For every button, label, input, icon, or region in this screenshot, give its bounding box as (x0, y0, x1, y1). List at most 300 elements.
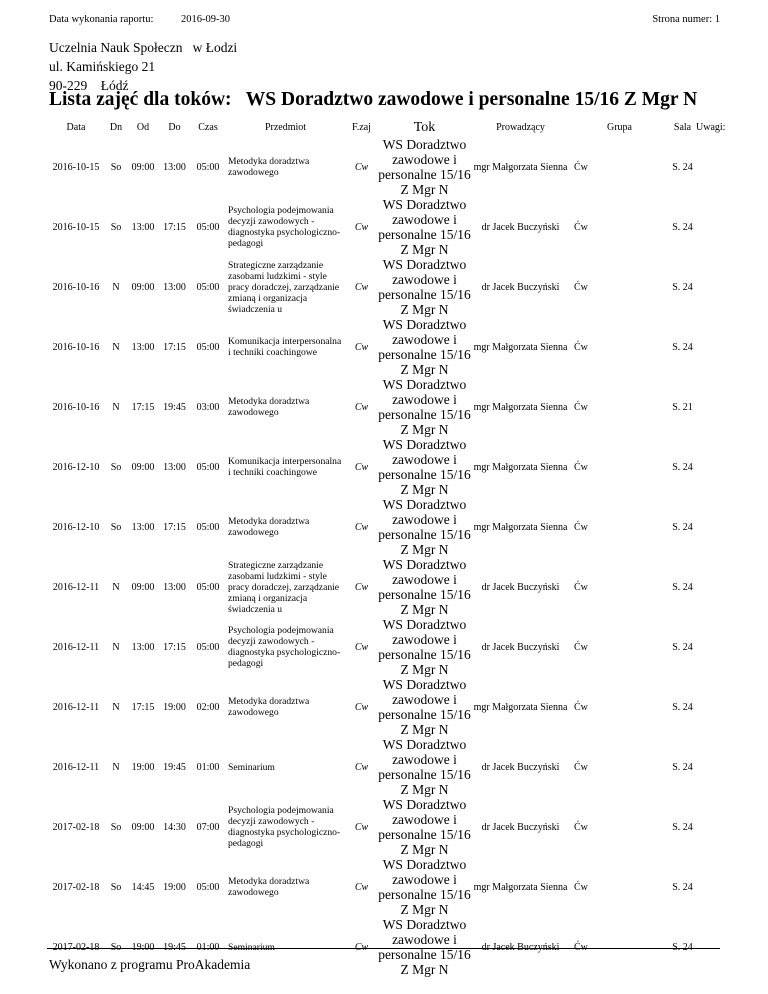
cell-duration (190, 437, 226, 497)
cell-teacher-text: dr Jacek Buczyński (481, 641, 560, 653)
cell-end-text: 19:45 (163, 761, 186, 773)
cell-date-text: 2016-12-10 (52, 521, 100, 533)
cell-start (127, 737, 159, 797)
cell-date-text: 2016-12-10 (52, 461, 100, 473)
cell-form-text: Cw (354, 641, 369, 653)
cell-duration (190, 317, 226, 377)
cell-duration (190, 197, 226, 257)
cell-day (105, 557, 127, 617)
cell-teacher (471, 497, 570, 557)
cell-room-text: S. 24 (672, 581, 693, 593)
cell-day-text: N (112, 701, 120, 713)
cell-duration (190, 737, 226, 797)
cell-subject-text: Komunikacja interpersonalna i techniki coachingowe (228, 456, 342, 478)
cell-day (105, 317, 127, 377)
cell-teacher-text: dr Jacek Buczyński (481, 581, 560, 593)
cell-notes (696, 317, 725, 377)
cell-notes (696, 617, 725, 677)
cell-duration-text: 05:00 (196, 461, 220, 473)
cell-form-text: Cw (354, 161, 369, 173)
cell-end (159, 617, 190, 677)
cell-room-text: S. 21 (672, 401, 693, 413)
cell-teacher-text: mgr Małgorzata Sienna (473, 401, 568, 413)
cell-date (47, 857, 105, 917)
cell-group-text: Ćw (574, 161, 588, 173)
cell-form-text: Cw (354, 701, 369, 713)
cell-end-text: 14:30 (163, 821, 186, 833)
cell-date (47, 617, 105, 677)
cell-room-text: S. 24 (672, 821, 693, 833)
cell-notes (696, 797, 725, 857)
cell-form (345, 737, 378, 797)
cell-end-text: 13:00 (163, 461, 186, 473)
cell-day (105, 677, 127, 737)
cell-day-text: So (110, 461, 122, 473)
cell-end-text: 13:00 (163, 161, 186, 173)
cell-duration (190, 557, 226, 617)
cell-day (105, 497, 127, 557)
cell-start (127, 137, 159, 197)
cell-room (669, 797, 696, 857)
cell-subject-text: Komunikacja interpersonalna i techniki coachingowe (228, 336, 342, 358)
col-header-przedmiot: Przedmiot (264, 122, 307, 133)
cell-duration-text: 05:00 (196, 161, 220, 173)
cell-tok-text: WS Doradztwo zawodowe i personalne 15/16 Z Mgr N (378, 497, 471, 557)
cell-end-text: 13:00 (163, 581, 186, 593)
cell-day-text: So (110, 221, 122, 233)
cell-subject-text: Psychologia podejmowania decyzji zawodowych - diagnostyka psychologiczno-pedagogi (228, 205, 341, 249)
cell-end-text: 19:00 (163, 701, 186, 713)
cell-room (669, 317, 696, 377)
cell-form (345, 497, 378, 557)
cell-room-text: S. 24 (672, 881, 693, 893)
cell-group (570, 377, 669, 437)
cell-tok (378, 437, 471, 497)
cell-start-text: 13:00 (131, 221, 155, 233)
cell-teacher-text: mgr Małgorzata Sienna (473, 521, 568, 533)
cell-room (669, 257, 696, 317)
cell-room (669, 437, 696, 497)
cell-teacher (471, 197, 570, 257)
table-body (47, 137, 725, 977)
cell-duration (190, 857, 226, 917)
cell-tok (378, 317, 471, 377)
cell-duration-text: 07:00 (196, 821, 220, 833)
cell-teacher (471, 317, 570, 377)
col-header-prowadzacy: Prowadzący (496, 122, 545, 133)
cell-date-text: 2016-10-15 (52, 161, 100, 173)
cell-tok-text: WS Doradztwo zawodowe i personalne 15/16 Z Mgr N (378, 917, 471, 977)
cell-subject-text: Seminarium (228, 941, 275, 953)
cell-date (47, 677, 105, 737)
col-header-do: Do (168, 122, 181, 133)
cell-duration-text: 01:00 (196, 761, 220, 773)
cell-day (105, 137, 127, 197)
cell-group (570, 737, 669, 797)
cell-duration-text: 05:00 (196, 581, 220, 593)
cell-date (47, 197, 105, 257)
cell-start (127, 437, 159, 497)
page-title: Lista zajęć dla toków: WS Doradztwo zawodowe i personalne 15/16 Z Mgr N (49, 89, 698, 110)
cell-day-text: N (112, 761, 120, 773)
cell-tok (378, 737, 471, 797)
cell-end (159, 857, 190, 917)
cell-room (669, 857, 696, 917)
report-date-value: 2016-09-30 (181, 14, 230, 25)
cell-tok-text: WS Doradztwo zawodowe i personalne 15/16 Z Mgr N (378, 257, 471, 317)
cell-day (105, 377, 127, 437)
cell-group-text: Ćw (574, 581, 588, 593)
cell-start-text: 09:00 (131, 581, 155, 593)
cell-subject-text: Strategiczne zarządzanie zasobami ludzkimi - style pracy doradczej, zarządzanie zmianą i organizacja świadczenia u (228, 259, 340, 315)
cell-form-text: Cw (354, 881, 369, 893)
cell-tok-text: WS Doradztwo zawodowe i personalne 15/16 Z Mgr N (378, 377, 471, 437)
cell-group-text: Ćw (574, 221, 588, 233)
cell-tok-text: WS Doradztwo zawodowe i personalne 15/16 Z Mgr N (378, 677, 471, 737)
cell-start (127, 617, 159, 677)
cell-date-text: 2016-10-16 (52, 341, 100, 353)
cell-day-text: So (110, 941, 122, 953)
cell-duration-text: 05:00 (196, 641, 220, 653)
cell-group (570, 677, 669, 737)
cell-room (669, 737, 696, 797)
cell-day (105, 797, 127, 857)
cell-room (669, 197, 696, 257)
cell-tok-text: WS Doradztwo zawodowe i personalne 15/16 Z Mgr N (378, 317, 471, 377)
cell-group-text: Ćw (574, 521, 588, 533)
cell-end-text: 17:15 (163, 641, 186, 653)
cell-form (345, 137, 378, 197)
cell-duration-text: 03:00 (196, 401, 220, 413)
cell-date (47, 437, 105, 497)
cell-group-text: Ćw (574, 881, 588, 893)
cell-date-text: 2017-02-18 (52, 821, 100, 833)
cell-start-text: 14:45 (131, 881, 155, 893)
cell-end (159, 557, 190, 617)
table-row (47, 737, 725, 797)
cell-duration (190, 617, 226, 677)
cell-subject (226, 797, 345, 857)
cell-start-text: 09:00 (131, 821, 155, 833)
cell-teacher (471, 257, 570, 317)
col-header-tok: Tok (413, 119, 436, 135)
cell-duration (190, 797, 226, 857)
cell-teacher-text: mgr Małgorzata Sienna (473, 161, 568, 173)
cell-tok-text: WS Doradztwo zawodowe i personalne 15/16 Z Mgr N (378, 557, 471, 617)
footer-text: Wykonano z programu ProAkademia (49, 957, 251, 972)
table-row (47, 377, 725, 437)
cell-duration-text: 01:00 (196, 941, 220, 953)
cell-group (570, 917, 669, 977)
cell-teacher-text: mgr Małgorzata Sienna (473, 461, 568, 473)
institution-street: ul. Kamińskiego 21 (49, 59, 156, 74)
cell-teacher (471, 917, 570, 977)
cell-group-text: Ćw (574, 941, 588, 953)
cell-end (159, 197, 190, 257)
cell-start-text: 09:00 (131, 161, 155, 173)
cell-teacher (471, 437, 570, 497)
cell-end-text: 19:45 (163, 401, 186, 413)
cell-end-text: 17:15 (163, 221, 186, 233)
cell-date (47, 137, 105, 197)
cell-end (159, 677, 190, 737)
cell-form-text: Cw (354, 581, 369, 593)
cell-duration-text: 05:00 (196, 341, 220, 353)
cell-day (105, 257, 127, 317)
cell-room-text: S. 24 (672, 461, 693, 473)
cell-notes (696, 377, 725, 437)
cell-start-text: 13:00 (131, 341, 155, 353)
cell-form (345, 377, 378, 437)
cell-form-text: Cw (354, 341, 369, 353)
cell-tok-text: WS Doradztwo zawodowe i personalne 15/16 Z Mgr N (378, 197, 471, 257)
cell-end (159, 797, 190, 857)
cell-date (47, 557, 105, 617)
cell-duration-text: 02:00 (196, 701, 220, 713)
cell-teacher (471, 797, 570, 857)
cell-form (345, 857, 378, 917)
cell-duration (190, 257, 226, 317)
cell-room-text: S. 24 (672, 941, 693, 953)
cell-end-text: 13:00 (163, 281, 186, 293)
cell-teacher-text: dr Jacek Buczyński (481, 821, 560, 833)
table-row (47, 677, 725, 737)
cell-date-text: 2016-12-11 (52, 641, 100, 653)
cell-form (345, 257, 378, 317)
cell-date-text: 2016-10-16 (52, 401, 100, 413)
cell-tok (378, 917, 471, 977)
cell-start-text: 09:00 (131, 461, 155, 473)
cell-tok (378, 197, 471, 257)
cell-start-text: 09:00 (131, 281, 155, 293)
cell-date-text: 2016-12-11 (52, 761, 100, 773)
cell-subject (226, 737, 345, 797)
cell-tok-text: WS Doradztwo zawodowe i personalne 15/16 Z Mgr N (378, 137, 471, 197)
page-number: Strona numer: 1 (652, 14, 720, 25)
col-header-uwagi: Uwagi: (696, 122, 726, 133)
cell-subject (226, 557, 345, 617)
cell-notes (696, 497, 725, 557)
cell-start (127, 377, 159, 437)
cell-subject (226, 257, 345, 317)
cell-teacher (471, 137, 570, 197)
cell-subject (226, 497, 345, 557)
cell-day-text: N (112, 581, 120, 593)
cell-subject-text: Seminarium (228, 761, 275, 773)
cell-group (570, 857, 669, 917)
cell-day-text: So (110, 521, 122, 533)
cell-start (127, 857, 159, 917)
cell-form-text: Cw (354, 221, 369, 233)
cell-start-text: 17:15 (131, 701, 155, 713)
cell-room (669, 497, 696, 557)
cell-end-text: 17:15 (163, 341, 186, 353)
cell-subject (226, 317, 345, 377)
cell-duration (190, 377, 226, 437)
cell-room-text: S. 24 (672, 221, 693, 233)
cell-tok (378, 377, 471, 437)
cell-duration (190, 137, 226, 197)
cell-day-text: N (112, 641, 120, 653)
cell-tok-text: WS Doradztwo zawodowe i personalne 15/16 Z Mgr N (378, 437, 471, 497)
cell-subject (226, 857, 345, 917)
cell-form-text: Cw (354, 941, 369, 953)
cell-end (159, 377, 190, 437)
cell-end (159, 437, 190, 497)
cell-group-text: Ćw (574, 281, 588, 293)
cell-form-text: Cw (354, 401, 369, 413)
cell-tok-text: WS Doradztwo zawodowe i personalne 15/16 Z Mgr N (378, 737, 471, 797)
cell-teacher (471, 857, 570, 917)
cell-room-text: S. 24 (672, 641, 693, 653)
cell-date-text: 2017-02-18 (52, 941, 100, 953)
report-date-label: Data wykonania raportu: (49, 14, 154, 25)
cell-duration (190, 497, 226, 557)
col-header-czas: Czas (198, 122, 218, 133)
cell-subject (226, 377, 345, 437)
cell-day (105, 737, 127, 797)
col-header-fzaj: F.zaj (352, 122, 371, 133)
cell-start-text: 19:00 (131, 761, 155, 773)
cell-teacher (471, 377, 570, 437)
cell-day-text: N (112, 341, 120, 353)
cell-day-text: N (112, 401, 120, 413)
cell-form (345, 617, 378, 677)
cell-group (570, 197, 669, 257)
cell-end-text: 19:00 (163, 881, 186, 893)
cell-subject (226, 617, 345, 677)
cell-subject-text: Metodyka doradztwa zawodowego (228, 876, 310, 898)
cell-tok (378, 617, 471, 677)
cell-group-text: Ćw (574, 821, 588, 833)
table-row (47, 137, 725, 197)
cell-start (127, 797, 159, 857)
cell-group (570, 497, 669, 557)
cell-form (345, 917, 378, 977)
cell-start (127, 557, 159, 617)
cell-group (570, 557, 669, 617)
cell-subject (226, 197, 345, 257)
table-row (47, 797, 725, 857)
col-header-grupa: Grupa (607, 122, 632, 133)
schedule-table (47, 118, 725, 977)
cell-form (345, 437, 378, 497)
cell-form-text: Cw (354, 281, 369, 293)
cell-teacher (471, 737, 570, 797)
cell-duration-text: 05:00 (196, 221, 220, 233)
cell-notes (696, 197, 725, 257)
cell-duration-text: 05:00 (196, 881, 220, 893)
cell-date (47, 317, 105, 377)
cell-notes (696, 677, 725, 737)
cell-end (159, 737, 190, 797)
cell-room (669, 377, 696, 437)
cell-day (105, 197, 127, 257)
cell-room (669, 137, 696, 197)
cell-teacher-text: dr Jacek Buczyński (481, 941, 560, 953)
table-row (47, 497, 725, 557)
table-row (47, 197, 725, 257)
cell-date-text: 2016-12-11 (52, 701, 100, 713)
cell-start-text: 17:15 (131, 401, 155, 413)
cell-day-text: N (112, 281, 120, 293)
cell-group (570, 317, 669, 377)
cell-form-text: Cw (354, 821, 369, 833)
col-header-data: Data (66, 122, 86, 133)
col-header-dn: Dn (109, 122, 123, 133)
cell-tok (378, 857, 471, 917)
cell-form (345, 197, 378, 257)
cell-room (669, 557, 696, 617)
cell-subject-text: Psychologia podejmowania decyzji zawodowych - diagnostyka psychologiczno-pedagogi (228, 625, 341, 669)
cell-end-text: 17:15 (163, 521, 186, 533)
cell-group-text: Ćw (574, 341, 588, 353)
cell-notes (696, 257, 725, 317)
table-row (47, 857, 725, 917)
cell-teacher (471, 617, 570, 677)
cell-date-text: 2016-12-11 (52, 581, 100, 593)
cell-day-text: So (110, 881, 122, 893)
cell-day (105, 857, 127, 917)
cell-notes (696, 437, 725, 497)
col-header-sala: Sala (673, 122, 692, 133)
cell-form (345, 677, 378, 737)
cell-start-text: 13:00 (131, 521, 155, 533)
cell-notes (696, 857, 725, 917)
cell-room-text: S. 24 (672, 161, 693, 173)
cell-teacher-text: dr Jacek Buczyński (481, 761, 560, 773)
cell-group-text: Ćw (574, 461, 588, 473)
schedule-table-wrapper (47, 118, 725, 977)
cell-date-text: 2017-02-18 (52, 881, 100, 893)
table-row (47, 617, 725, 677)
cell-subject (226, 677, 345, 737)
cell-day (105, 617, 127, 677)
cell-teacher-text: dr Jacek Buczyński (481, 281, 560, 293)
cell-subject-text: Strategiczne zarządzanie zasobami ludzkimi - style pracy doradczej, zarządzanie zmianą i organizacja świadczenia u (228, 559, 340, 615)
cell-teacher-text: mgr Małgorzata Sienna (473, 881, 568, 893)
cell-subject (226, 437, 345, 497)
cell-start (127, 197, 159, 257)
cell-tok (378, 557, 471, 617)
cell-end (159, 317, 190, 377)
cell-tok-text: WS Doradztwo zawodowe i personalne 15/16 Z Mgr N (378, 617, 471, 677)
cell-subject (226, 137, 345, 197)
col-header-od: Od (136, 122, 150, 133)
cell-room-text: S. 24 (672, 521, 693, 533)
cell-start (127, 317, 159, 377)
cell-group (570, 797, 669, 857)
cell-subject-text: Psychologia podejmowania decyzji zawodowych - diagnostyka psychologiczno-pedagogi (228, 805, 341, 849)
cell-teacher (471, 677, 570, 737)
cell-group (570, 617, 669, 677)
cell-room (669, 917, 696, 977)
cell-room-text: S. 24 (672, 281, 693, 293)
cell-form-text: Cw (354, 761, 369, 773)
cell-end-text: 19:45 (163, 941, 186, 953)
cell-tok (378, 497, 471, 557)
cell-notes (696, 137, 725, 197)
cell-tok (378, 137, 471, 197)
institution-name: Uczelnia Nauk Społeczn w Łodzi (49, 40, 238, 55)
cell-teacher-text: mgr Małgorzata Sienna (473, 341, 568, 353)
cell-date (47, 377, 105, 437)
cell-group-text: Ćw (574, 701, 588, 713)
cell-notes (696, 737, 725, 797)
table-row (47, 317, 725, 377)
cell-group (570, 137, 669, 197)
cell-tok-text: WS Doradztwo zawodowe i personalne 15/16 Z Mgr N (378, 857, 471, 917)
